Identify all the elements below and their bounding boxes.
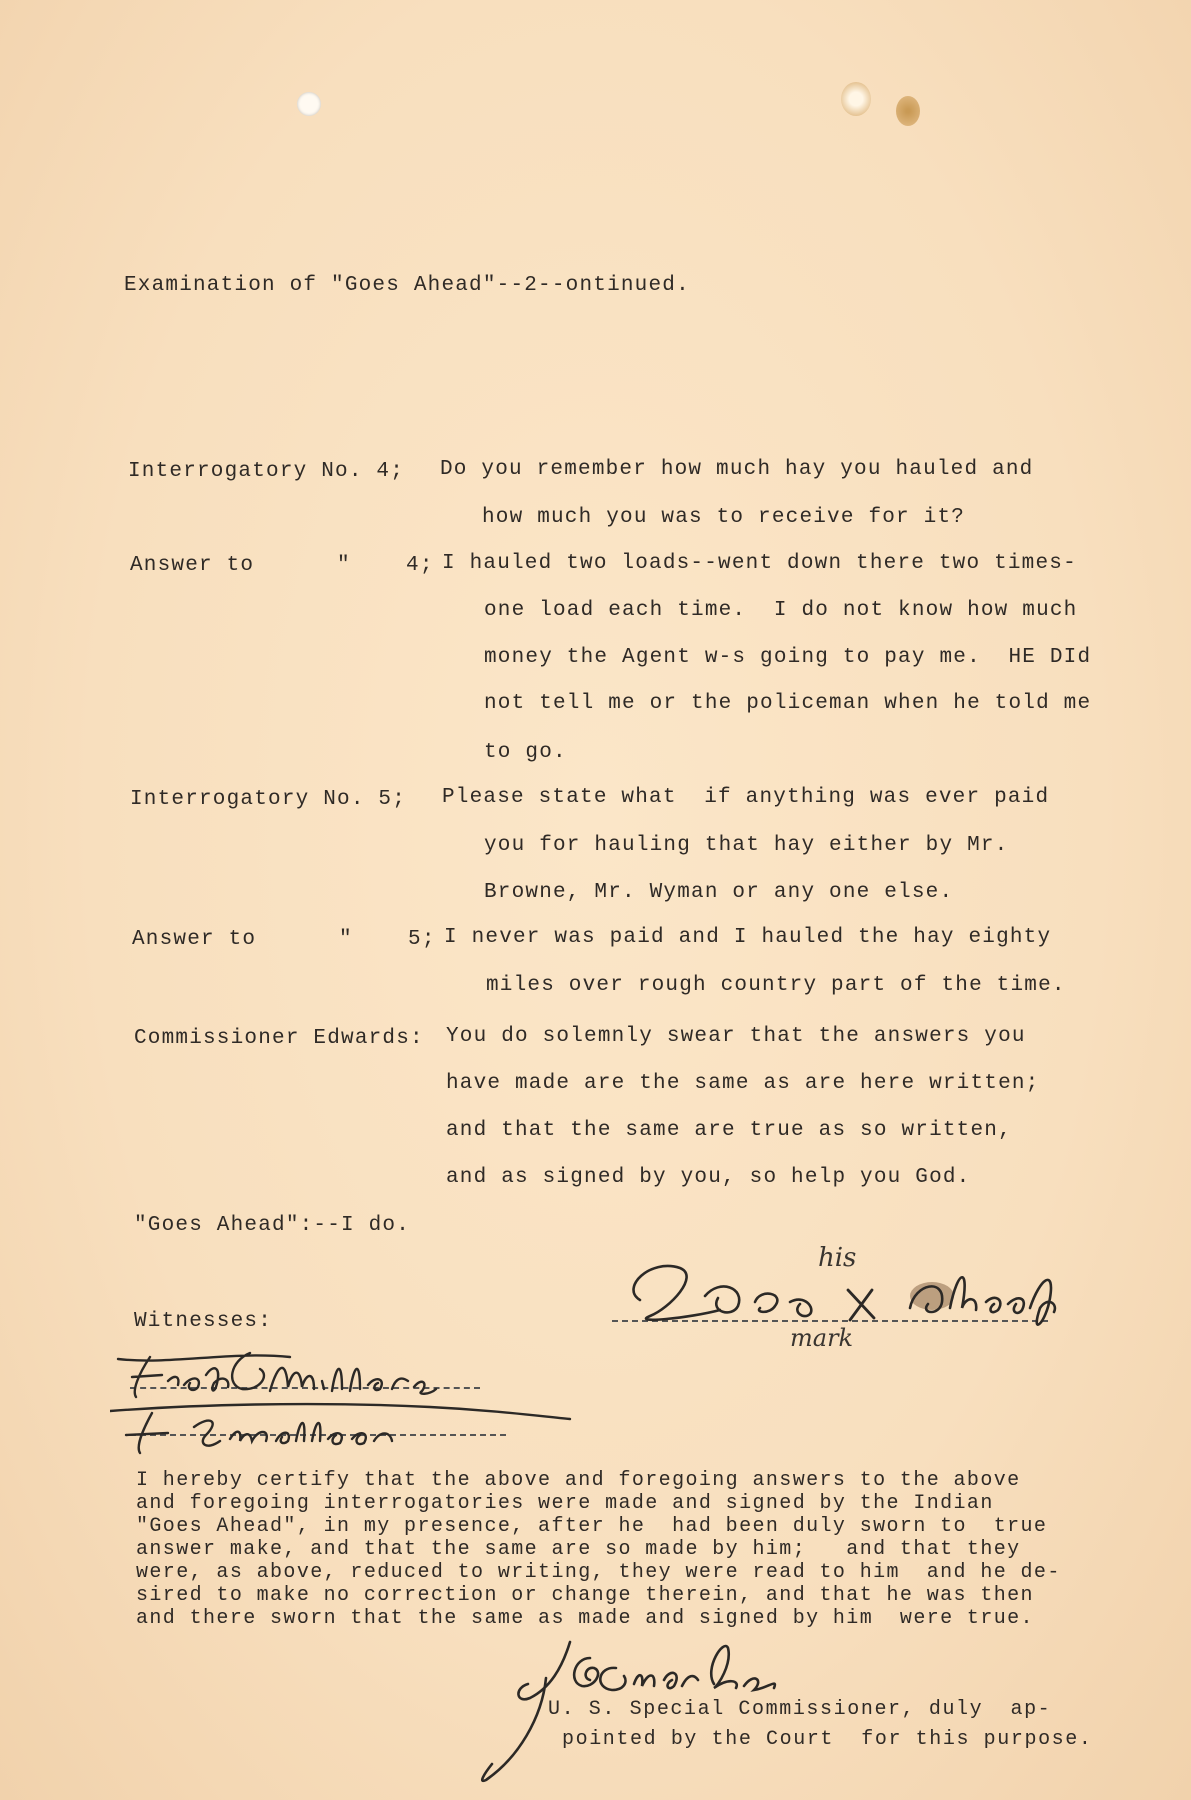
qa-label: Answer to " 4; xyxy=(130,554,434,577)
qa-line: I hauled two loads--went down there two times- xyxy=(442,552,1077,575)
qa-line: you for hauling that hay either by Mr. xyxy=(484,834,1009,857)
qa-label: Interrogatory No. 4; xyxy=(128,460,405,483)
witness-signatures xyxy=(110,1335,600,1465)
certification-line: and there sworn that the same as made and signed by him were true. xyxy=(136,1607,1034,1630)
certification-line: sired to make no correction or change therein, and that he was then xyxy=(136,1584,1034,1607)
svg-text:his: his xyxy=(818,1243,857,1273)
certification-line: were, as above, reduced to writing, they were read to him and he de- xyxy=(136,1561,1061,1584)
certification-line: "Goes Ahead", in my presence, after he had been duly sworn to true xyxy=(136,1515,1048,1538)
certification-line: and foregoing interrogatories were made and signed by the Indian xyxy=(136,1492,994,1515)
qa-line: one load each time. I do not know how much xyxy=(484,599,1078,622)
goes-ahead-signature xyxy=(610,1238,1080,1358)
qa-line: not tell me or the policeman when he told me xyxy=(484,692,1092,715)
qa-line: and that the same are true as so written, xyxy=(446,1119,1012,1142)
qa-line: money the Agent w-s going to pay me. HE DId xyxy=(484,646,1092,669)
witnesses-label: Witnesses: xyxy=(134,1310,273,1333)
oath-reply: "Goes Ahead":--I do. xyxy=(134,1214,411,1237)
qa-line: Browne, Mr. Wyman or any one else. xyxy=(484,881,954,904)
page-title: Examination of "Goes Ahead"--2--ontinued. xyxy=(124,274,690,297)
qa-line: miles over rough country part of the time. xyxy=(486,974,1066,997)
certification-line: answer make, and that the same are so made by him; and that they xyxy=(136,1538,1021,1561)
certification-line: I hereby certify that the above and foregoing answers to the above xyxy=(136,1469,1021,1492)
svg-text:mark: mark xyxy=(790,1324,854,1352)
commissioner-title-line: pointed by the Court for this purpose. xyxy=(562,1728,1093,1751)
qa-line: Please state what if anything was ever paid xyxy=(442,786,1050,809)
qa-line: You do solemnly swear that the answers you xyxy=(446,1025,1026,1048)
qa-line: to go. xyxy=(484,741,567,764)
qa-line: I never was paid and I hauled the hay eighty xyxy=(444,926,1052,949)
qa-label: Interrogatory No. 5; xyxy=(130,788,407,811)
qa-line: and as signed by you, so help you God. xyxy=(446,1166,971,1189)
commissioner-title-line: U. S. Special Commissioner, duly ap- xyxy=(548,1698,1052,1721)
punch-hole xyxy=(297,92,321,116)
punch-hole xyxy=(896,96,920,126)
qa-line: have made are the same as are here written; xyxy=(446,1072,1040,1095)
qa-label: Commissioner Edwards: xyxy=(134,1027,424,1050)
punch-hole xyxy=(841,82,871,116)
qa-line: Do you remember how much hay you hauled and xyxy=(440,458,1034,481)
qa-label: Answer to " 5; xyxy=(132,928,436,951)
qa-line: how much you was to receive for it? xyxy=(482,506,966,529)
